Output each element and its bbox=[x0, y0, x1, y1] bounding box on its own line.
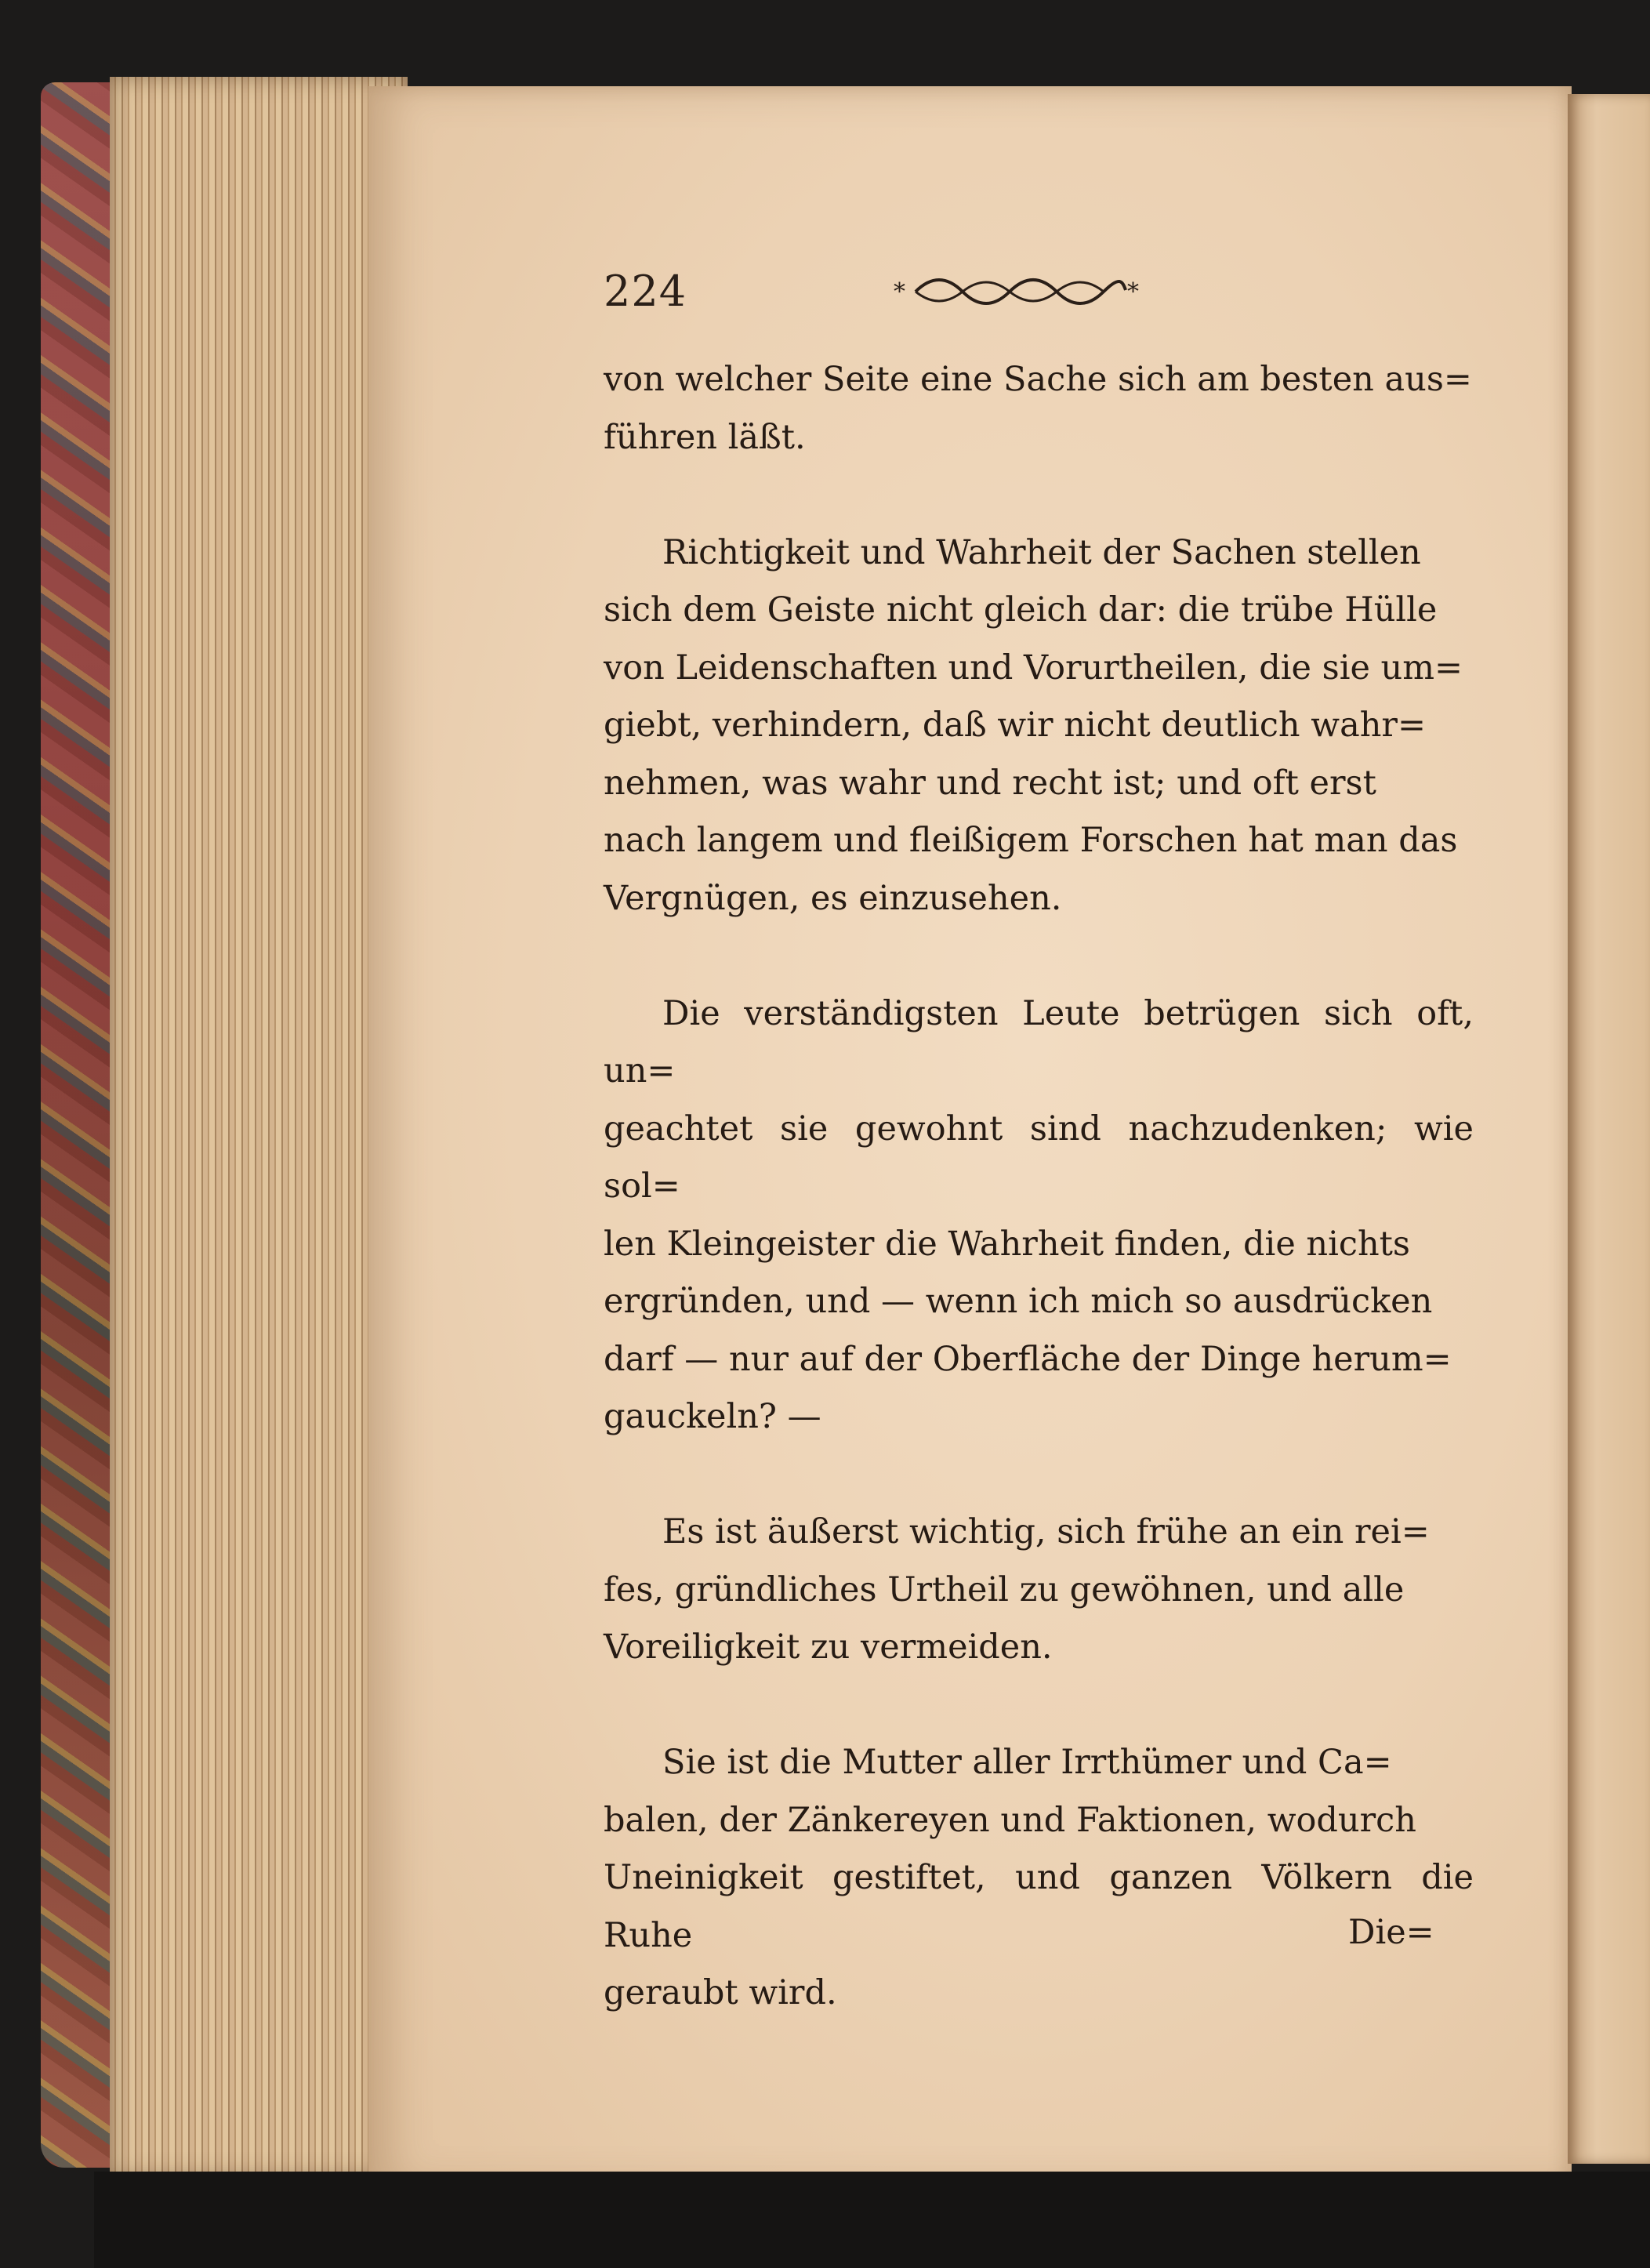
text-line: Voreiligkeit zu vermeiden. bbox=[604, 1628, 1053, 1667]
paragraph-1 bbox=[604, 351, 1474, 466]
body-text bbox=[604, 351, 1474, 2023]
background-shadow bbox=[94, 2172, 1650, 2268]
text-line: Uneinigkeit gestiftet, und ganzen Völkern die Ruhe bbox=[604, 1858, 1474, 1955]
text-line: ergründen, und — wenn ich mich so ausdrücken bbox=[604, 1282, 1433, 1321]
paragraph-2 bbox=[604, 524, 1474, 928]
text-line: Es ist äußerst wichtig, sich frühe an ein rei= bbox=[662, 1512, 1430, 1551]
text-line: geraubt wird. bbox=[604, 1973, 837, 2012]
svg-text:*: * bbox=[1127, 278, 1139, 306]
page-header bbox=[604, 267, 1466, 329]
text-line: Die verständigsten Leute betrügen sich oft, un= bbox=[604, 993, 1474, 1090]
text-line: nach langem und fleißigem Forschen hat man das bbox=[604, 821, 1458, 860]
svg-text:*: * bbox=[894, 278, 905, 306]
text-line: führen läßt. bbox=[604, 417, 806, 457]
text-line: Richtigkeit und Wahrheit der Sachen stellen bbox=[662, 532, 1421, 572]
page-number: 224 bbox=[604, 267, 687, 316]
text-line: von Leidenschaften und Vorurtheilen, die sie um= bbox=[604, 648, 1463, 688]
text-line: geachtet sie gewohnt sind nachzudenken; wie sol= bbox=[604, 1109, 1474, 1206]
text-line: darf — nur auf der Oberfläche der Dinge herum= bbox=[604, 1339, 1452, 1379]
header-ornament-icon bbox=[894, 273, 1144, 307]
page-stack-edges bbox=[110, 77, 408, 2178]
paragraph-3 bbox=[604, 985, 1474, 1446]
catchword: Die= bbox=[1348, 1913, 1434, 1952]
text-line: gauckeln? — bbox=[604, 1397, 821, 1436]
paragraph-4 bbox=[604, 1504, 1474, 1677]
text-line: fes, gründliches Urtheil zu gewöhnen, und alle bbox=[604, 1569, 1405, 1609]
text-line: giebt, verhindern, daß wir nicht deutlich wahr= bbox=[604, 706, 1426, 745]
text-line: sich dem Geiste nicht gleich dar: die trübe Hülle bbox=[604, 590, 1438, 630]
text-line: balen, der Zänkereyen und Faktionen, wodurch bbox=[604, 1800, 1416, 1840]
text-line: len Kleingeister die Wahrheit finden, die nichts bbox=[604, 1224, 1410, 1264]
text-line: Vergnügen, es einzusehen. bbox=[604, 878, 1062, 918]
paragraph-5 bbox=[604, 1734, 1474, 2023]
text-line: nehmen, was wahr und recht ist; und oft erst bbox=[604, 763, 1376, 803]
facing-page-edge bbox=[1568, 94, 1650, 2164]
text-line: von welcher Seite eine Sache sich am besten aus= bbox=[604, 360, 1472, 399]
text-line: Sie ist die Mutter aller Irrthümer und Ca= bbox=[662, 1743, 1392, 1782]
